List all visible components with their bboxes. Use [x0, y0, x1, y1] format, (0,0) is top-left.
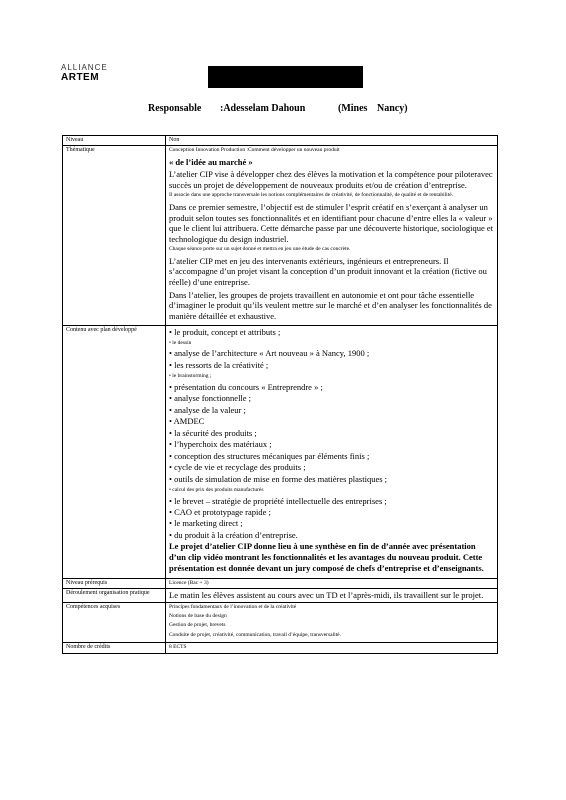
row-niveau — [63, 136, 498, 146]
redacted-block — [208, 66, 363, 88]
list-item: • AMDEC — [169, 416, 205, 427]
thematique-line-2: « de l’idée au marché » — [169, 156, 253, 167]
contenu-conclusion: Le projet d’atelier CIP donne lieu à une synthèse en fin de d’année avec présentation d’un clip vidéo montrant les fonctionnalités et les avantages du nouveau produit. Cette présentation est donnée devant un jury composé de chefs d’entreprise et d’enseignants. — [169, 541, 484, 574]
list-item: • présentation du concours « Entreprendre » ; — [169, 381, 323, 392]
list-item: • analyse de la valeur ; — [169, 404, 246, 415]
thematique-para-2: Il associe dans une approche transversale les notions complémentaires de créativité, de fonctionnalité, de qualité et de rentabilité. — [169, 192, 454, 199]
competences-content — [166, 602, 498, 643]
thematique-para-5: L’atelier CIP met en jeu des intervenants extérieurs, ingénieurs et entrepreneurs. Il s’accompagne d’un projet visant la conception d’un produit innovant et la création (fictive ou réelle) d’une entreprise. — [169, 255, 487, 288]
list-item: • cycle de vie et recyclage des produits ; — [169, 462, 306, 473]
logo-top-text: ALLIANCE — [61, 63, 108, 72]
niveau-label: Niveau — [63, 136, 166, 146]
row-competences — [63, 602, 498, 643]
course-table — [62, 135, 498, 654]
responsable-city: Nancy) — [377, 103, 408, 114]
contenu-content — [166, 325, 498, 578]
competence-item: Principes fondamentaux de l’innovation et de la créativité — [169, 603, 297, 610]
list-item: • conception des structures mécaniques par éléments finis ; — [169, 450, 370, 461]
list-item: • outils de simulation de mise en forme des matières plastiques ; — [169, 473, 388, 484]
competences-label: Compétences acquises — [63, 602, 166, 643]
list-item: • le marketing direct ; — [169, 518, 243, 529]
thematique-line-1: Conception Innovation Production :Comment développer un nouveau produit — [169, 147, 340, 154]
prerequis-label: Niveau prérequis — [63, 578, 166, 588]
list-item: • le produit, concept et attributs ; — [169, 326, 281, 337]
row-deroulement — [63, 588, 498, 602]
alliance-artem-logo — [61, 64, 108, 83]
contenu-list — [169, 327, 494, 542]
list-item: • CAO et prototypage rapide ; — [169, 506, 271, 517]
thematique-para-6: Dans l’atelier, les groupes de projets travaillent en autonomie et ont pour tâche essentielle d’imaginer le produit qu’ils veulent mettre sur le marché et d’en analyser les fonctionnalités de manière détaillée et exhaustive. — [169, 289, 492, 321]
credits-value: 8 ECTS — [166, 643, 498, 653]
list-item: • analyse de l’architecture « Art nouveau » à Nancy, 1900 ; — [169, 348, 370, 359]
list-item: • le brainstorming ; — [169, 373, 212, 380]
list-item: • calcul des prix des produits manufacturés — [169, 487, 264, 494]
list-item: • le dessin — [169, 340, 192, 347]
competence-item: Conduite de projet, créativité, communication, travail d’équipe, transversalité. — [169, 631, 341, 638]
responsable-school: (Mines — [338, 103, 368, 114]
thematique-para-3: Dans ce premier semestre, l’objectif est de stimuler l’esprit créatif en s’exerçant à analyser un produit selon toutes ses fonctionnalités et en identifiant pour chacune d’entre elles la « valeur » que le client lui attribuera. Cette démarche passe par une découverte historique, sociologique et technologique du design industriel. — [169, 201, 494, 244]
row-thematique — [63, 146, 498, 325]
competence-item: Notions de base du design — [169, 613, 227, 619]
row-contenu — [63, 325, 498, 578]
deroulement-label: Déroulement organisation pratique — [63, 588, 166, 602]
list-item: • l’hyperchoix des matériaux ; — [169, 439, 272, 450]
thematique-para-4: Chaque séance porte sur un sujet donné et mettra en jeu une étude de cas concrète. — [169, 246, 351, 253]
niveau-value: Non — [166, 136, 498, 146]
credits-label: Nombre de crédits — [63, 643, 166, 653]
deroulement-value: Le matin les élèves assistent au cours avec un TD et l’après-midi, ils travaillent sur le projet. — [166, 588, 498, 602]
row-credits — [63, 643, 498, 653]
responsable-label: Responsable — [148, 103, 202, 114]
row-prerequis — [63, 578, 498, 588]
contenu-label: Contenu avec plan développé — [63, 325, 166, 578]
thematique-content — [166, 146, 498, 325]
list-item: • analyse fonctionnelle ; — [169, 393, 252, 404]
list-item: • les ressorts de la créativité ; — [169, 359, 269, 370]
list-item: • du produit à la création d’entreprise. — [169, 529, 298, 540]
prerequis-value: Licence (Bac + 3) — [166, 578, 498, 588]
thematique-label: Thématique — [63, 146, 166, 325]
logo-main-text: ARTEM — [61, 72, 100, 83]
list-item: • la sécurité des produits ; — [169, 427, 257, 438]
responsable-name: :Adesselam Dahoun — [220, 103, 306, 114]
competence-item: Gestion de projet, brevets — [169, 622, 226, 629]
list-item: • le brevet – stratégie de propriété intellectuelle des entreprises ; — [169, 495, 387, 506]
thematique-para-1: L’atelier CIP vise à développer chez des élèves la motivation et la compétence pour piloteravec succès un projet de développement de nouveaux produits et/ou de création d’entreprise. — [169, 169, 493, 190]
